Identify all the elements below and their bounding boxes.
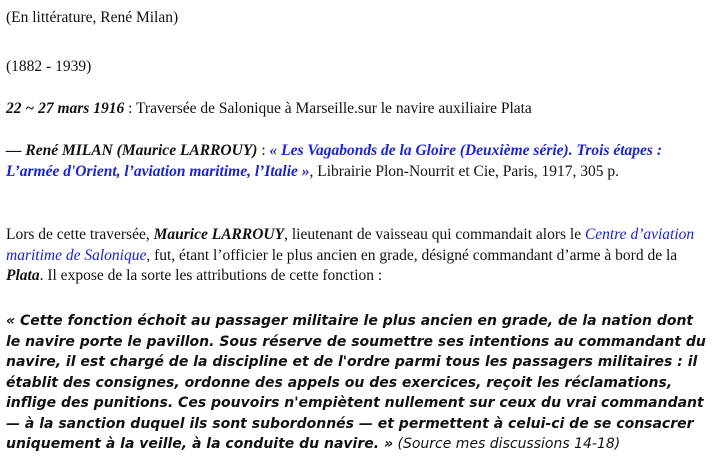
pen-name-line: (En littérature, René Milan) (6, 9, 179, 26)
quote-source: (Source mes discussions 14-18) (393, 436, 621, 452)
bibliography-paragraph (6, 141, 707, 182)
book-title-link[interactable]: « Les Vagabonds de la Gloire (Deuxième série). Trois étapes : L’armée d'Orient, l’aviation maritime, l’Italie » (6, 142, 662, 180)
author-name: — René MILAN (Maurice LARROUY) (6, 142, 258, 159)
context-text-2: , lieutenant de vaisseau qui commandait alors le (284, 226, 585, 243)
context-text-3: , fut, étant l’officier le plus ancien en grade, désigné commandant d’arme à bord de la (146, 246, 678, 264)
centre-aviation-link[interactable]: Centre d’aviation maritime de Salonique (6, 226, 695, 264)
quote-text: « Cette fonction échoit au passager militaire le plus ancien en grade, de la nation dont le navire porte le pavillon. Sous réserve de soumettre ses intentions au commandant du navire, il est chargé de la discipline et de l'ordre parmi tous les passagers militaires : il établit des consignes, ordonne des appels ou des exercices, reçoit les réclamations, inflige des punitions. Ces pouvoirs n'empiètent nullement sur ceux du vrai commandant — à la sanction duquel ils sont subordonnés — et permettent à celui-ci de se consacrer uniquement à la veille, à la conduite du navire. » (6, 313, 706, 452)
crossing-date: 22 ~ 27 mars 1916 (6, 100, 125, 117)
ship-name: Plata (6, 267, 40, 284)
lifespan-line: (1882 - 1939) (6, 58, 92, 75)
quote-paragraph (6, 311, 707, 455)
context-paragraph (6, 225, 707, 287)
crossing-text: : Traversée de Salonique à Marseille.sur le navire auxiliaire Plata (124, 100, 532, 117)
crossing-paragraph (6, 99, 707, 120)
author-separator: : (257, 142, 270, 159)
larrouy-name: Maurice LARROUY (153, 226, 285, 243)
context-text-1: Lors de cette traversée, (6, 226, 154, 243)
context-text-4: . Il expose de la sorte les attributions de cette fonction : (39, 267, 383, 284)
publisher-text: , Librairie Plon-Nourrit et Cie, Paris, 1917, 305 p. (309, 162, 620, 180)
